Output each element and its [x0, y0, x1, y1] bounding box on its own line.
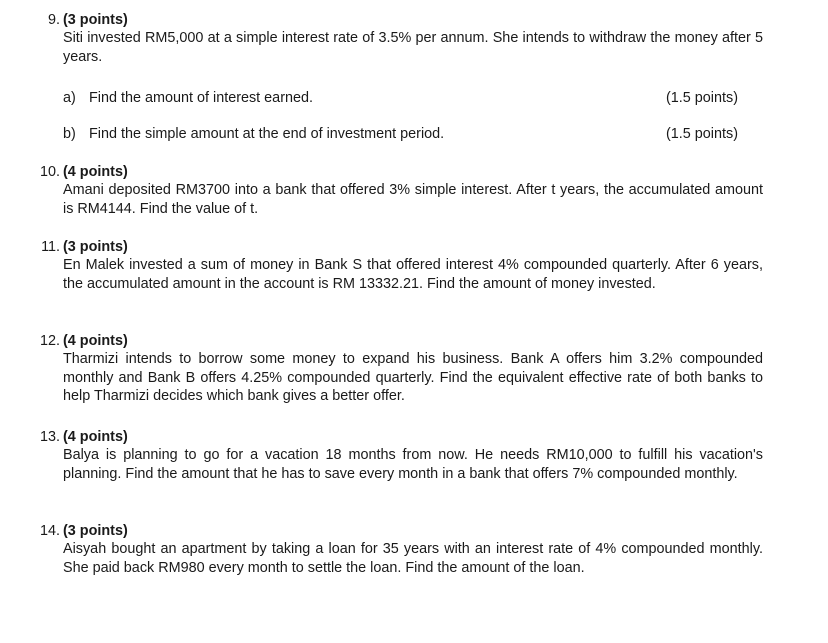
- part-points: (1.5 points): [666, 90, 738, 106]
- question-number: 10.: [39, 164, 60, 180]
- part-label: b): [63, 126, 76, 142]
- part-points: (1.5 points): [666, 126, 738, 142]
- question-text: Aisyah bought an apartment by taking a loan for 35 years with an interest rate of 4% compounded monthly. She paid back RM980 every month to settle the loan. Find the amount of the loan.: [63, 541, 763, 576]
- question-points: (4 points): [63, 429, 128, 445]
- question-points: (4 points): [63, 333, 128, 349]
- question-number: 14.: [39, 523, 60, 539]
- question-text: Tharmizi intends to borrow some money to expand his business. Bank A offers him 3.2% compounded monthly and Bank B offers 4.25% compounded quarterly. Find the equivalent effective rate of both banks to help Tharmizi decides which bank gives a better offer.: [63, 351, 763, 404]
- part-label: a): [63, 90, 76, 106]
- question-text: Siti invested RM5,000 at a simple interest rate of 3.5% per annum. She intends to withdraw the money after 5 years.: [63, 30, 763, 65]
- question-number: 13.: [39, 429, 60, 445]
- question-points: (4 points): [63, 164, 128, 180]
- part-text: Find the simple amount at the end of investment period.: [89, 126, 445, 142]
- question-points: (3 points): [63, 523, 128, 539]
- question-text: Amani deposited RM3700 into a bank that offered 3% simple interest. After t years, the accumulated amount is RM4144. Find the value of t.: [63, 182, 763, 217]
- question-number: 9.: [47, 12, 60, 28]
- part-text: Find the amount of interest earned.: [89, 90, 313, 106]
- question-points: (3 points): [63, 12, 128, 28]
- question-number: 11.: [41, 239, 60, 255]
- question-9-part-b: [63, 125, 738, 144]
- question-text: En Malek invested a sum of money in Bank S that offered interest 4% compounded quarterly. After 6 years, the accumulated amount in the account is RM 13332.21. Find the amount of money invested.: [63, 257, 763, 292]
- question-9-part-a: [63, 89, 738, 108]
- question-number: 12.: [39, 333, 60, 349]
- question-text: Balya is planning to go for a vacation 18 months from now. He needs RM10,000 to fulfill his vacation's planning. Find the amount that he has to save every month in a bank that offers 7% compounded monthly.: [63, 447, 763, 482]
- question-points: (3 points): [63, 239, 128, 255]
